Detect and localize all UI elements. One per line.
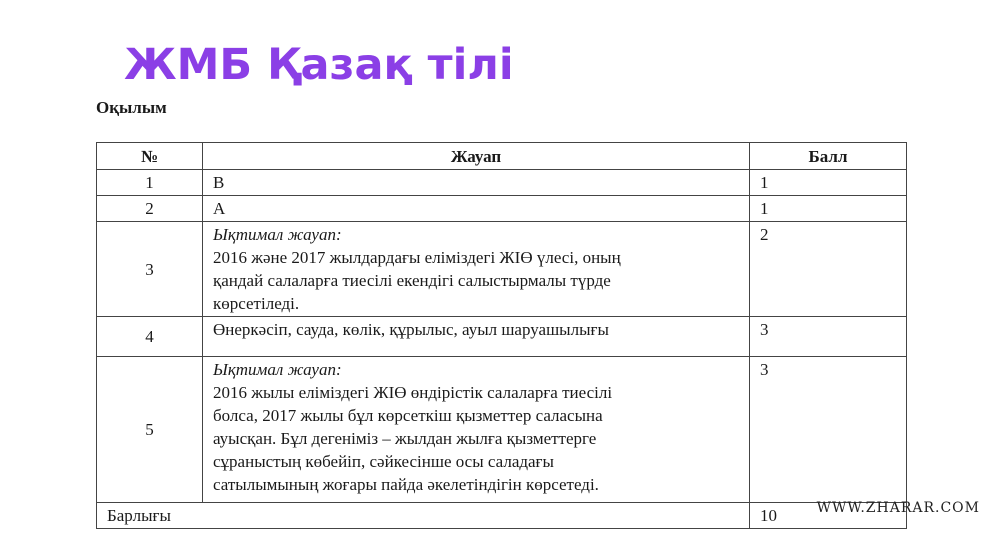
answer-line: ауысқан. Бұл дегеніміз – жылдан жылға қызметтерге [213,429,597,448]
header-number: № [97,143,203,170]
table-row [97,222,907,317]
answer-table [96,142,907,529]
answer-line: қандай салаларға тиесілі екендігі салыстырмалы түрде [213,271,611,290]
answer-line: 2016 және 2017 жылдардағы еліміздегі ЖІӨ үлесі, оның [213,248,621,267]
row-number: 3 [97,222,203,317]
answer-line: сұраныстың көбейіп, сәйкесінше осы саладағы [213,452,554,471]
row-answer [203,222,750,317]
watermark: WWW.ZHARAR.COM [816,500,980,516]
row-number: 4 [97,317,203,357]
total-row [97,503,907,529]
row-score: 2 [750,222,907,317]
section-heading: Оқылым [96,98,167,117]
row-score: 1 [750,170,907,196]
answer-line: А [213,199,226,218]
row-number: 1 [97,170,203,196]
answer-line: болса, 2017 жылы бұл көрсеткіш қызметтер саласына [213,406,603,425]
table-row [97,170,907,196]
row-number: 5 [97,357,203,503]
total-label: Барлығы [97,503,750,529]
answer-line: көрсетіледі. [213,294,300,313]
answer-line: Өнеркәсіп, сауда, көлік, құрылыс, ауыл шаруашылығы [213,320,609,339]
header-score: Балл [750,143,907,170]
row-number: 2 [97,196,203,222]
row-answer [203,357,750,503]
answer-line: сатылымының жоғары пайда әкелетіндігін көрсетеді. [213,475,599,494]
answer-line: В [213,173,225,192]
total-score: 10 [750,503,907,529]
table-row [97,357,907,503]
table-row [97,317,907,357]
table-row [97,196,907,222]
row-score: 3 [750,317,907,357]
row-answer [203,196,750,222]
table-header-row [97,143,907,170]
row-answer [203,317,750,357]
answer-label: Ықтимал жауап: [213,225,342,244]
answer-label: Ықтимал жауап: [213,360,342,379]
answer-line: 2016 жылы еліміздегі ЖІӨ өндірістік салаларға тиесілі [213,383,613,402]
row-score: 1 [750,196,907,222]
page-title: ЖМБ Қазақ тілі [124,40,514,90]
header-answer: Жауап [203,143,750,170]
row-score: 3 [750,357,907,503]
row-answer [203,170,750,196]
